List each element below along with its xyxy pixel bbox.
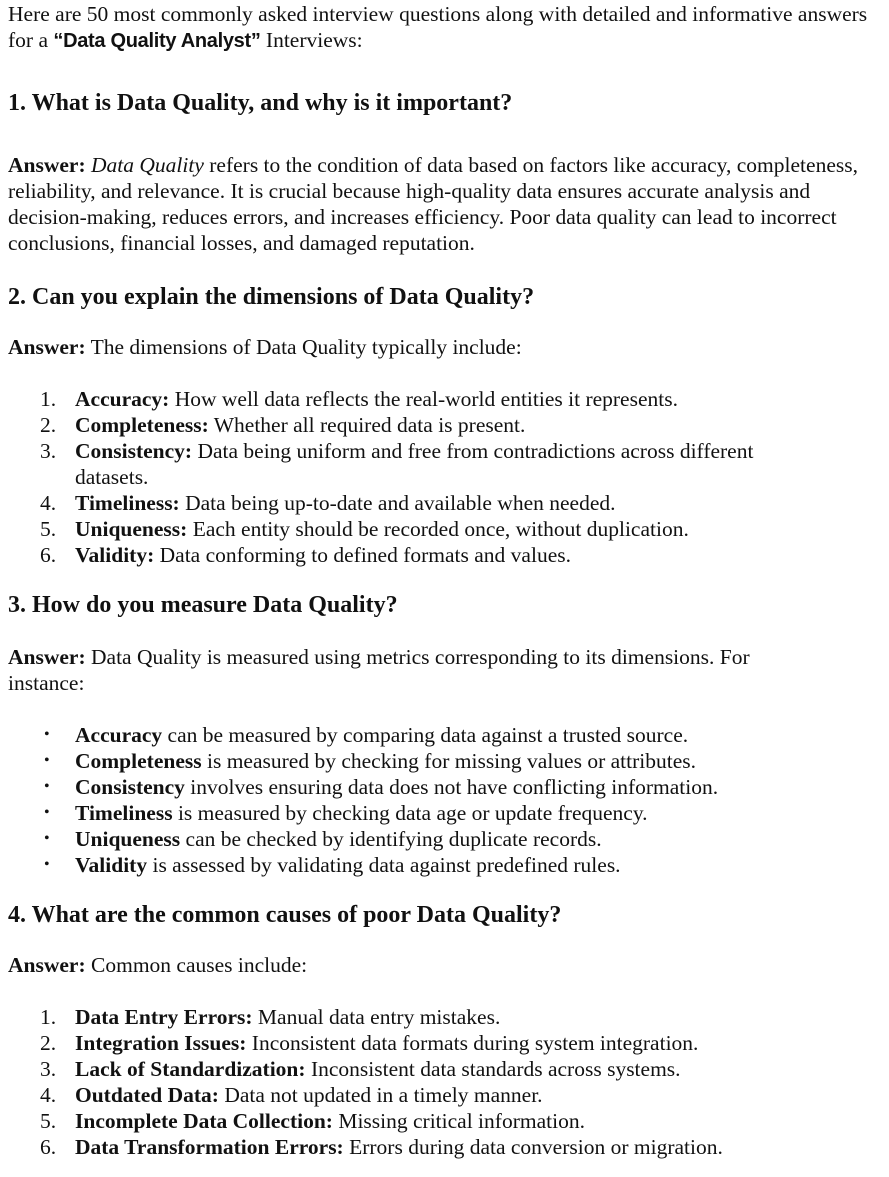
list-item	[8, 1030, 881, 1056]
list-term: Validity	[75, 853, 148, 877]
answer-label: Answer:	[8, 953, 86, 977]
list-term: Data Entry Errors:	[75, 1005, 253, 1029]
answer-text: Common causes include:	[85, 953, 308, 977]
intro-text: Here are 50 most commonly asked interview questions along with detailed and informative answers for a	[8, 2, 868, 52]
list-item	[8, 438, 881, 490]
list-item	[8, 852, 881, 878]
list-term: Integration Issues:	[75, 1031, 247, 1055]
list-text: Inconsistent data formats during system integration.	[246, 1031, 699, 1055]
bullet-icon: •	[44, 830, 50, 847]
list-term: Completeness	[75, 749, 202, 773]
list-number: 3.	[40, 439, 57, 463]
bullet-icon: •	[44, 778, 50, 795]
list-number: 2.	[40, 413, 57, 437]
list-text: can be measured by comparing data against a trusted source.	[162, 723, 689, 747]
list-term: Lack of Standardization:	[75, 1057, 306, 1081]
list-term: Consistency	[75, 775, 185, 799]
list-term: Accuracy:	[75, 387, 170, 411]
answer-text: refers to the condition of data based on factors like accuracy, completeness, reliability, and relevance. It is crucial because high-quality data ensures accurate analysis and decision-making, reduces errors, and increases efficiency. Poor data quality can lead to incorrect conclusions, financial losses, and damaged reputation.	[8, 153, 858, 255]
list-item	[8, 1004, 881, 1030]
answer-label: Answer:	[8, 153, 86, 177]
list-item	[8, 748, 881, 774]
list-number: 3.	[40, 1057, 57, 1081]
question-heading: 2. Can you explain the dimensions of Data Quality?	[8, 284, 535, 310]
dimensions-list	[8, 386, 881, 568]
answer-paragraph	[8, 334, 881, 360]
list-term: Data Transformation Errors:	[75, 1135, 344, 1159]
list-item	[8, 826, 881, 852]
question-section-2	[8, 282, 881, 568]
list-term: Uniqueness	[75, 827, 181, 851]
list-item	[8, 800, 881, 826]
list-term: Accuracy	[75, 723, 163, 747]
bullet-icon: •	[44, 856, 50, 873]
answer-term: Data Quality	[91, 153, 204, 177]
list-number: 5.	[40, 517, 57, 541]
list-term: Timeliness:	[75, 491, 180, 515]
answer-label: Answer:	[8, 335, 86, 359]
causes-list	[8, 1004, 881, 1160]
answer-paragraph	[8, 644, 881, 696]
list-number: 6.	[40, 543, 57, 567]
list-item	[8, 1134, 881, 1160]
list-term: Incomplete Data Collection:	[75, 1109, 333, 1133]
question-heading: 1. What is Data Quality, and why is it important?	[8, 90, 513, 116]
list-text: Inconsistent data standards across systems.	[305, 1057, 681, 1081]
list-item	[8, 774, 881, 800]
list-text: Errors during data conversion or migration.	[343, 1135, 723, 1159]
list-text: Missing critical information.	[332, 1109, 585, 1133]
question-section-1	[8, 88, 881, 256]
list-number: 1.	[40, 387, 57, 411]
list-number: 4.	[40, 491, 57, 515]
question-section-3	[8, 590, 881, 878]
metrics-list	[8, 722, 881, 878]
list-term: Timeliness	[75, 801, 173, 825]
list-item	[8, 386, 881, 412]
list-text: can be checked by identifying duplicate records.	[180, 827, 602, 851]
list-term: Validity:	[75, 543, 155, 567]
list-number: 5.	[40, 1109, 57, 1133]
list-text: Whether all required data is present.	[208, 413, 526, 437]
list-item	[8, 412, 881, 438]
question-heading: 3. How do you measure Data Quality?	[8, 592, 398, 618]
role-title: “Data Quality Analyst”	[53, 30, 261, 52]
bullet-icon: •	[44, 726, 50, 743]
answer-text: Data Quality is measured using metrics corresponding to its dimensions. For instance:	[8, 645, 750, 695]
list-text: is measured by checking data age or update frequency.	[172, 801, 648, 825]
answer-paragraph	[8, 952, 881, 978]
list-item	[8, 490, 881, 516]
list-text: Each entity should be recorded once, without duplication.	[187, 517, 689, 541]
list-term: Outdated Data:	[75, 1083, 219, 1107]
list-text: is measured by checking for missing values or attributes.	[201, 749, 696, 773]
list-item	[8, 516, 881, 542]
answer-label: Answer:	[8, 645, 86, 669]
intro-text-end: Interviews:	[260, 28, 363, 52]
list-item	[8, 1108, 881, 1134]
list-number: 4.	[40, 1083, 57, 1107]
list-text: How well data reflects the real-world entities it represents.	[169, 387, 678, 411]
list-term: Consistency:	[75, 439, 193, 463]
list-term: Uniqueness:	[75, 517, 188, 541]
list-text: Data conforming to defined formats and values.	[154, 543, 571, 567]
list-text: is assessed by validating data against predefined rules.	[147, 853, 621, 877]
list-number: 1.	[40, 1005, 57, 1029]
list-text: involves ensuring data does not have conflicting information.	[184, 775, 719, 799]
list-term: Completeness:	[75, 413, 209, 437]
list-text: Manual data entry mistakes.	[252, 1005, 501, 1029]
list-item	[8, 722, 881, 748]
intro-paragraph	[8, 1, 881, 54]
list-number: 6.	[40, 1135, 57, 1159]
list-item	[8, 1082, 881, 1108]
list-number: 2.	[40, 1031, 57, 1055]
answer-paragraph	[8, 152, 881, 256]
list-item	[8, 542, 881, 568]
list-text: Data being uniform and free from contradictions across different datasets.	[75, 439, 754, 489]
answer-text: The dimensions of Data Quality typically include:	[85, 335, 522, 359]
question-section-4	[8, 900, 881, 1160]
list-text: Data being up-to-date and available when needed.	[179, 491, 616, 515]
bullet-icon: •	[44, 804, 50, 821]
list-item	[8, 1056, 881, 1082]
question-heading: 4. What are the common causes of poor Data Quality?	[8, 902, 562, 928]
list-text: Data not updated in a timely manner.	[218, 1083, 543, 1107]
bullet-icon: •	[44, 752, 50, 769]
